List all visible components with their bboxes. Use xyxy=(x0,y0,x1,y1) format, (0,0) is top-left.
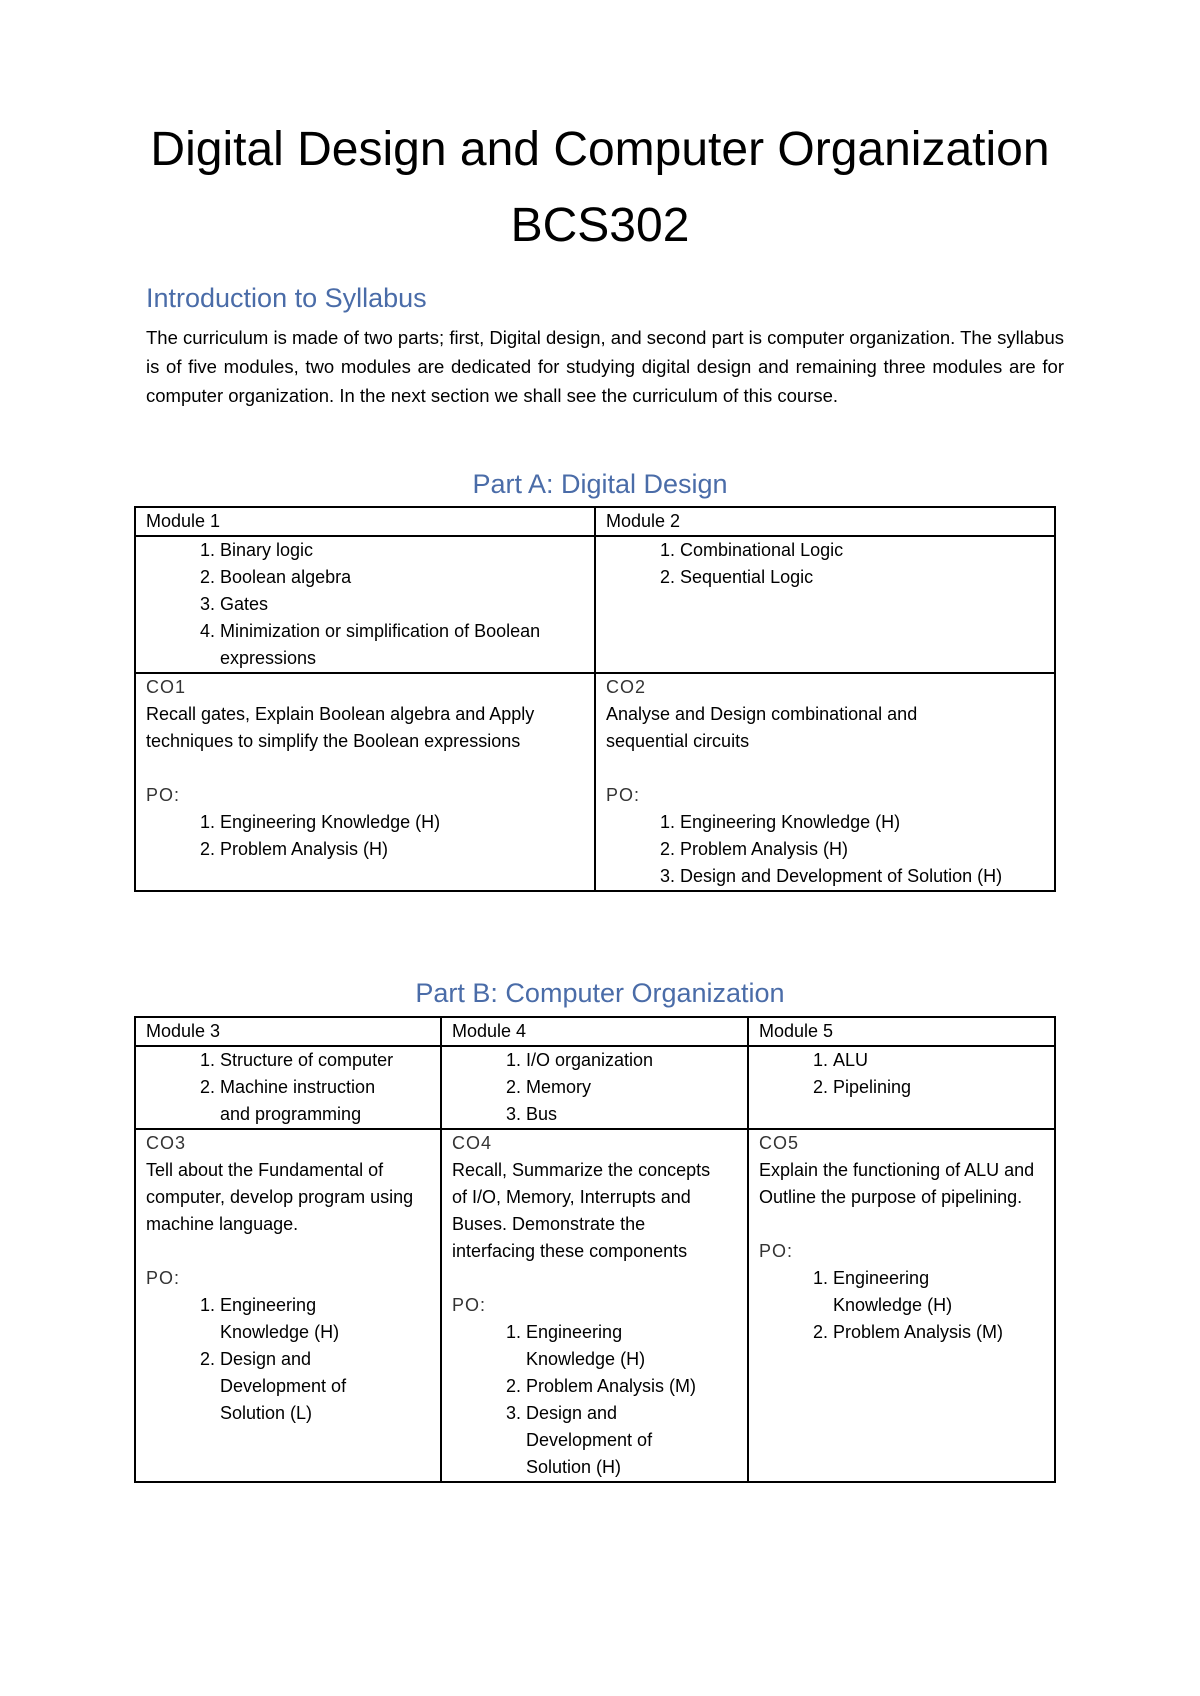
module-1-topics xyxy=(135,536,595,673)
co-text: Tell about the Fundamental of computer, develop program using machine language. xyxy=(146,1160,414,1234)
po-list xyxy=(452,1319,747,1481)
po-label: PO: xyxy=(606,785,641,805)
topic-list xyxy=(759,1047,1054,1101)
list-item: 2. Pipelining xyxy=(833,1074,1054,1101)
topic-list xyxy=(452,1047,747,1128)
module-5-outcomes xyxy=(748,1129,1055,1482)
module-5-header: Module 5 xyxy=(748,1017,1055,1046)
outcomes-row xyxy=(135,673,1055,891)
list-item: 2. Problem Analysis (M) xyxy=(526,1373,747,1400)
list-item: 1. ALU xyxy=(833,1047,1054,1074)
document-title: Digital Design and Computer Organization xyxy=(150,123,1050,176)
list-item: 3. Design and Development of Solution (H) xyxy=(680,863,1054,890)
list-item: 2. Machine instruction and programming xyxy=(220,1074,440,1128)
po-list xyxy=(606,809,1054,890)
topic-list xyxy=(146,537,594,672)
list-item: 3. Bus xyxy=(526,1101,747,1128)
co-text: Explain the functioning of ALU and Outline the purpose of pipelining. xyxy=(759,1160,1035,1207)
outcomes-row xyxy=(135,1129,1055,1482)
list-item: 1. Engineering Knowledge (H) xyxy=(833,1265,1054,1319)
co-text: Recall gates, Explain Boolean algebra and Apply techniques to simplify the Boolean expressions xyxy=(146,704,535,751)
topic-list xyxy=(606,537,1054,591)
po-list xyxy=(146,1292,440,1427)
module-4-header: Module 4 xyxy=(441,1017,748,1046)
module-5-topics xyxy=(748,1046,1055,1129)
topics-row xyxy=(135,1046,1055,1129)
topic-list xyxy=(146,1047,440,1128)
list-item: 1. Engineering Knowledge (H) xyxy=(680,809,1054,836)
list-item: 3. Design and Development of Solution (H) xyxy=(526,1400,747,1481)
co-text: Analyse and Design combinational and sequential circuits xyxy=(606,704,918,751)
co-label: CO3 xyxy=(146,1133,187,1153)
part-b-heading: Part B: Computer Organization xyxy=(415,978,785,1008)
module-4-topics xyxy=(441,1046,748,1129)
module-2-topics xyxy=(595,536,1055,673)
module-2-header: Module 2 xyxy=(595,507,1055,536)
module-1-outcomes xyxy=(135,673,595,891)
list-item: 1. Combinational Logic xyxy=(680,537,1054,564)
co-label: CO4 xyxy=(452,1133,493,1153)
module-3-topics xyxy=(135,1046,441,1129)
intro-paragraph: The curriculum is made of two parts; first, Digital design, and second part is computer organization. The syllabus is of five modules, two modules are dedicated for studying digital design and remaining three modules are for computer organization. In the next section we shall see the curriculum of this course. xyxy=(146,327,1064,406)
list-item: 2. Memory xyxy=(526,1074,747,1101)
list-item: 1. Engineering Knowledge (H) xyxy=(220,809,594,836)
co-text: Recall, Summarize the concepts of I/O, Memory, Interrupts and Buses. Demonstrate the interfacing these components xyxy=(452,1160,711,1261)
list-item: 2. Problem Analysis (H) xyxy=(220,836,594,863)
list-item: 3. Gates xyxy=(220,591,594,618)
course-code: BCS302 xyxy=(510,199,690,252)
module-2-outcomes xyxy=(595,673,1055,891)
po-label: PO: xyxy=(452,1295,487,1315)
list-item: 1. Engineering Knowledge (H) xyxy=(526,1319,747,1373)
list-item: 1. Engineering Knowledge (H) xyxy=(220,1292,440,1346)
co-label: CO2 xyxy=(606,677,647,697)
list-item: 1. I/O organization xyxy=(526,1047,747,1074)
list-item: 1. Binary logic xyxy=(220,537,594,564)
po-list xyxy=(759,1265,1054,1346)
po-list xyxy=(146,809,594,863)
part-a-heading: Part A: Digital Design xyxy=(472,469,728,499)
list-item: 2. Design and Development of Solution (L) xyxy=(220,1346,440,1427)
table-header-row xyxy=(135,507,1055,536)
module-4-outcomes xyxy=(441,1129,748,1482)
intro-heading: Introduction to Syllabus xyxy=(146,283,427,313)
part-b-table xyxy=(134,1016,1056,1483)
list-item: 2. Problem Analysis (H) xyxy=(680,836,1054,863)
module-3-outcomes xyxy=(135,1129,441,1482)
po-label: PO: xyxy=(146,1268,181,1288)
list-item: 1. Structure of computer xyxy=(220,1047,440,1074)
list-item: 2. Sequential Logic xyxy=(680,564,1054,591)
co-label: CO5 xyxy=(759,1133,800,1153)
list-item: 2. Boolean algebra xyxy=(220,564,594,591)
list-item: 4. Minimization or simplification of Boolean expressions xyxy=(220,618,594,672)
po-label: PO: xyxy=(146,785,181,805)
co-label: CO1 xyxy=(146,677,187,697)
part-a-table xyxy=(134,506,1056,892)
list-item: 2. Problem Analysis (M) xyxy=(833,1319,1054,1346)
topics-row xyxy=(135,536,1055,673)
module-1-header: Module 1 xyxy=(135,507,595,536)
module-3-header: Module 3 xyxy=(135,1017,441,1046)
po-label: PO: xyxy=(759,1241,794,1261)
table-header-row xyxy=(135,1017,1055,1046)
